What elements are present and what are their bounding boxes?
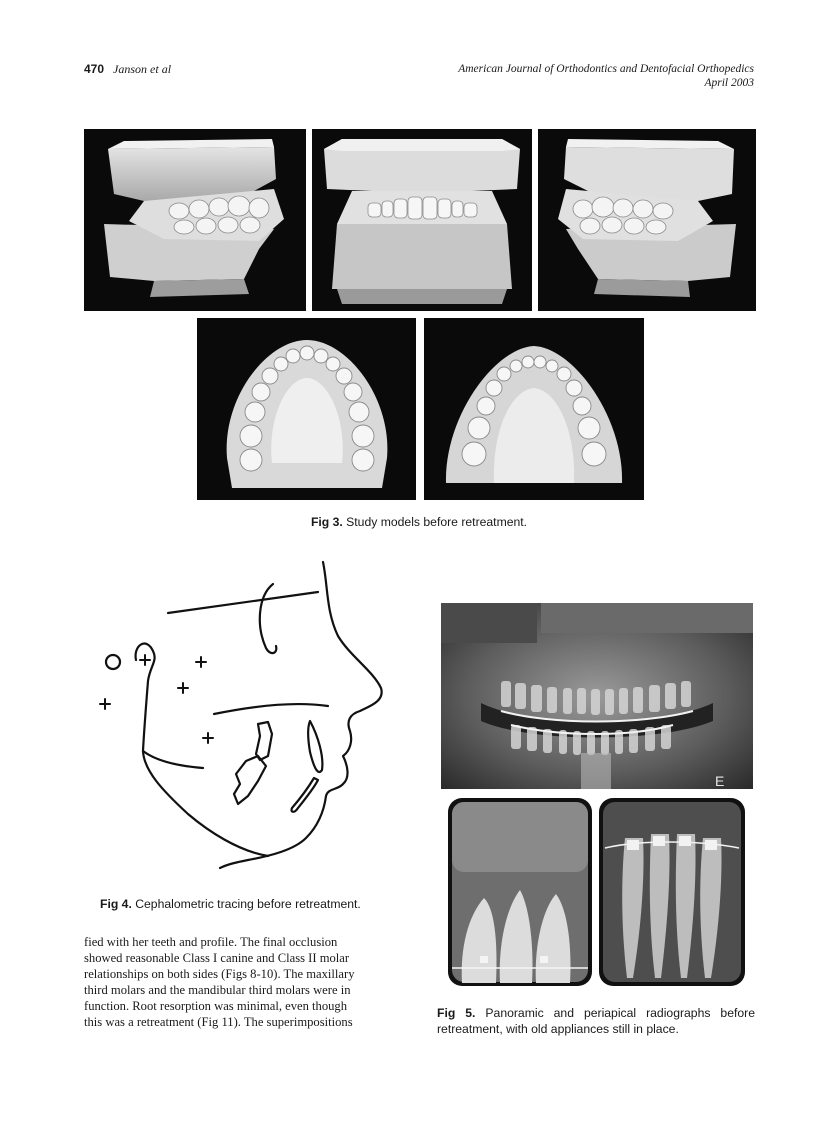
study-model-left-lateral (538, 129, 756, 311)
lower-molar (234, 756, 266, 804)
orbit (260, 584, 276, 653)
mandibular-border (143, 751, 203, 768)
profile-outline (220, 562, 382, 868)
running-header-right (458, 62, 754, 90)
body-line-6: this was a retreatment (Fig 11). The superimpositions (84, 1015, 353, 1030)
body-line-1: fied with her teeth and profile. The final occlusion (84, 935, 338, 949)
fig5-caption (437, 1005, 755, 1037)
porion (106, 655, 120, 669)
study-model-mandibular-occlusal (424, 318, 644, 500)
lower-incisor (291, 778, 318, 812)
fig3-label: Fig 3. (310, 515, 343, 529)
body-line-2: showed reasonable Class I canine and Class II molar (84, 951, 350, 966)
fig5-label: Fig 5. (437, 1006, 476, 1020)
running-header-left (84, 62, 171, 77)
palatal-plane (214, 704, 328, 714)
page-number: 470 (84, 62, 105, 76)
body-line-5: function. Root resorption was minimal, even though (84, 999, 348, 1014)
upper-incisor (308, 721, 322, 772)
fig3-caption-text: Study models before retreatment. (346, 515, 528, 529)
fig4-caption-text: Cephalometric tracing before retreatment. (135, 897, 361, 911)
journal-title: American Journal of Orthodontics and Dentofacial Orthopedics (458, 63, 754, 75)
sn-line (168, 592, 318, 613)
study-model-frontal (312, 129, 532, 311)
fig3-caption (0, 515, 838, 529)
panoramic-radiograph (441, 603, 753, 789)
fig5-caption-text: Panoramic and periapical radiographs before retreatment, with old appliances still in place. (437, 1006, 755, 1036)
body-paragraph (84, 934, 404, 1031)
condyle-ramus (136, 644, 268, 856)
panoramic-marker: E (715, 773, 725, 789)
fig4-label: Fig 4. (100, 897, 132, 911)
upper-molar (256, 722, 272, 760)
study-model-maxillary-occlusal (197, 318, 416, 500)
body-line-3: relationships on both sides (Figs 8-10). The maxillary (84, 967, 355, 982)
issue-date: April 2003 (704, 77, 754, 89)
running-authors: Janson et al (113, 62, 172, 76)
body-line-4: third molars and the mandibular third molars were in (84, 983, 351, 998)
periapical-radiograph-maxillary (448, 798, 592, 986)
cephalometric-tracing (88, 556, 408, 881)
fig4-caption (100, 897, 361, 911)
periapical-radiograph-mandibular (599, 798, 745, 986)
study-model-right-lateral (84, 129, 306, 311)
